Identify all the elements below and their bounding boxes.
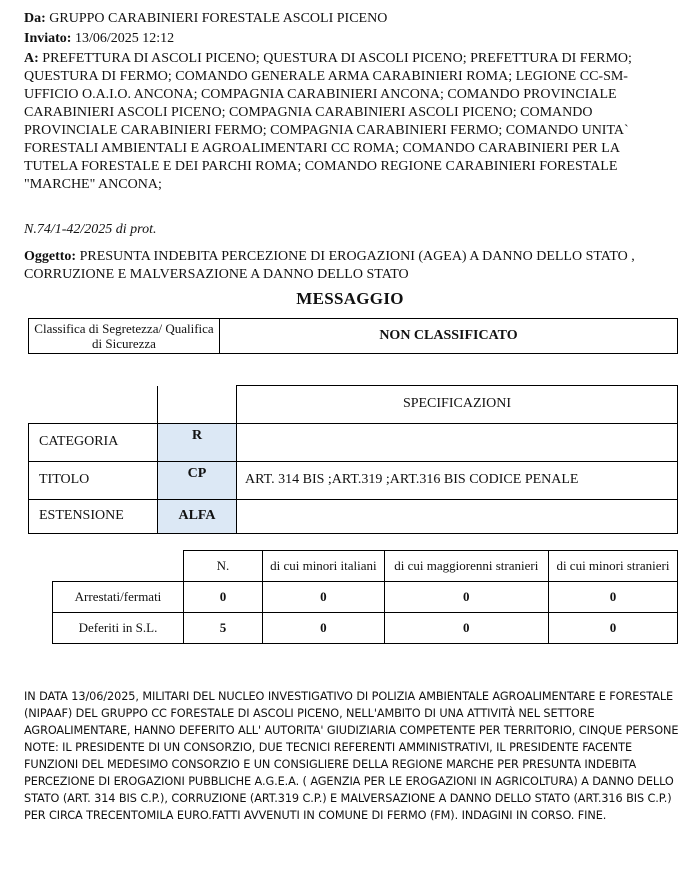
sent-value: 13/06/2025 12:12 [74, 31, 175, 46]
stats-cell: 0 [548, 582, 677, 613]
spec-value [237, 423, 678, 461]
stats-cell: 0 [384, 582, 548, 613]
subject-label: Oggetto: [24, 249, 77, 264]
sent-label: Inviato: [24, 31, 72, 46]
classification-value: NON CLASSIFICATO [220, 319, 678, 354]
subject-value: PRESUNTA INDEBITA PERCEZIONE DI EROGAZIONI (AGEA) A DANNO DELLO STATO , CORRUZIONE E MALVERSAZIONE A DANNO DELLO STATO [24, 249, 635, 282]
stats-table [52, 550, 678, 644]
stats-cell: 0 [263, 582, 385, 613]
message-title: MESSAGGIO [296, 289, 404, 308]
spec-code: R [158, 423, 237, 461]
stats-header: di cui minori stranieri [548, 551, 677, 582]
spec-code: ALFA [158, 499, 237, 533]
from-label: Da: [24, 11, 46, 26]
spec-empty-cell [158, 386, 237, 424]
message-body: IN DATA 13/06/2025, MILITARI DEL NUCLEO INVESTIGATIVO DI POLIZIA AMBIENTALE AGROALIMENTARE E FORESTALE (NIPAAF) DEL GRUPPO CC FORESTALE DI ASCOLI PICENO, NELL'AMBITO DI UNA ATTIVITÀ NEL SETTORE AGROALIMENTARE, HANNO DEFERITO ALL' AUTORITA' GIUDIZIARIA COMPETENTE PER TERRITORIO, CINQUE PERSONE NOTE: IL PRESIDENTE DI UN CONSORZIO, DUE TECNICI REFERENTI AMMINISTRATIVI, IL PRESIDENTE FACENTE FUNZIONI DEL MEDESIMO CONSORZIO E UN CONSIGLIERE DELLA REGIONE MARCHE PER PRESUNTA INDEBITA PERCEZIONE DI EROGAZIONI PUBBLICHE A.G.E.A. ( AGENZIA PER LE EROGAZIONI IN AGRICOLTURA) A DANNO DELLO STATO (ART. 314 BIS C.P.), CORRUZIONE (ART.319 C.P.) E MALVERSAZIONE A DANNO DELLO STATO (ART.316 BIS C.P.) PER CIRCA TRECENTOMILA EURO.FATTI AVVENUTI IN COMUNE DI FERMO (FM). INDAGINI IN CORSO. FINE. [24, 690, 679, 822]
recipients-block [24, 50, 674, 194]
stats-cell: 0 [263, 613, 385, 644]
spec-empty-cell [29, 386, 158, 424]
from-line [24, 10, 387, 28]
stats-cell: 0 [184, 582, 263, 613]
stats-cell: 0 [548, 613, 677, 644]
sent-line [24, 30, 174, 48]
classification-label: Classifica di Segretezza/ Qualifica di Sicurezza [29, 319, 220, 354]
spec-header-row [29, 386, 678, 424]
spec-row-titolo [29, 461, 678, 499]
stats-row-arrestati [53, 582, 678, 613]
stats-header: di cui maggiorenni stranieri [384, 551, 548, 582]
stats-empty-cell [53, 551, 184, 582]
specifications-table [28, 385, 678, 534]
protocol-number: N.74/1-42/2025 di prot. [24, 222, 157, 237]
stats-cell: 5 [184, 613, 263, 644]
stats-header: N. [184, 551, 263, 582]
stats-row-deferiti [53, 613, 678, 644]
stats-cell: 0 [384, 613, 548, 644]
spec-label: ESTENSIONE [29, 499, 158, 533]
to-value: PREFETTURA DI ASCOLI PICENO; QUESTURA DI ASCOLI PICENO; PREFETTURA DI FERMO; QUESTURA DI FERMO; COMANDO GENERALE ARMA CARABINIERI ROMA; LEGIONE CC-SM-UFFICIO O.A.I.O. ANCONA; COMPAGNIA CARABINIERI ANCONA; COMANDO PROVINCIALE CARABINIERI ASCOLI PICENO; COMPAGNIA CARABINIERI ASCOLI PICENO; COMANDO PROVINCIALE CARABINIERI FERMO; COMPAGNIA CARABINIERI FERMO; COMANDO UNITA` FORESTALI AMBIENTALI E AGROALIMENTARI CC ROMA; COMANDO CARABINIERI PER LA TUTELA FORESTALE E DEI PARCHI ROMA; COMANDO REGIONE CARABINIERI FORESTALE "MARCHE" ANCONA; [24, 51, 632, 192]
spec-row-categoria [29, 423, 678, 461]
spec-label: CATEGORIA [29, 423, 158, 461]
spec-value: ART. 314 BIS ;ART.319 ;ART.316 BIS CODICE PENALE [237, 461, 678, 499]
stats-row-label: Arrestati/fermati [53, 582, 184, 613]
spec-code: CP [158, 461, 237, 499]
to-label: A: [24, 51, 39, 66]
subject-block [24, 248, 674, 284]
from-value: GRUPPO CARABINIERI FORESTALE ASCOLI PICENO [49, 11, 388, 26]
classification-row [29, 319, 678, 354]
spec-header: SPECIFICAZIONI [237, 386, 678, 424]
stats-header: di cui minori italiani [263, 551, 385, 582]
spec-row-estensione [29, 499, 678, 533]
classification-table [28, 318, 678, 354]
stats-row-label: Deferiti in S.L. [53, 613, 184, 644]
spec-label: TITOLO [29, 461, 158, 499]
stats-header-row [53, 551, 678, 582]
spec-value [237, 499, 678, 533]
